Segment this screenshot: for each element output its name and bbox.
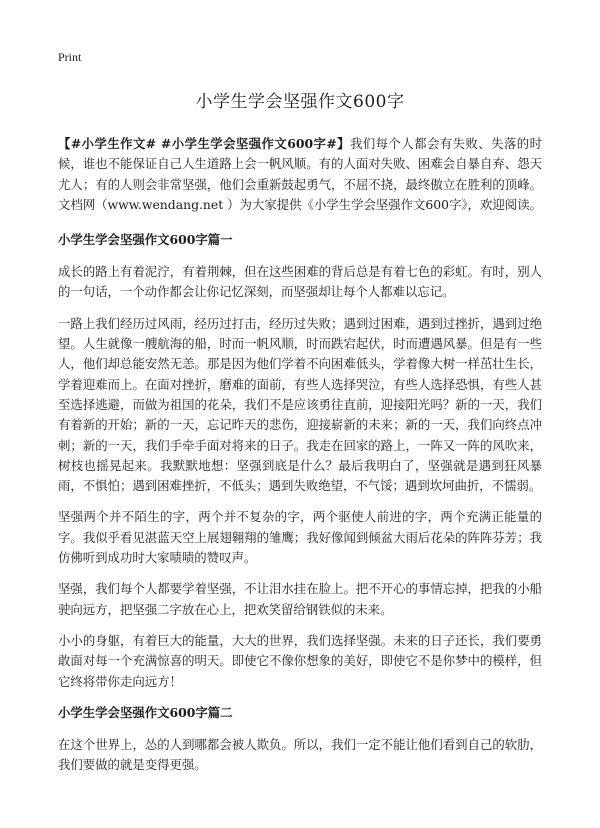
paragraph: 坚强，我们每个人都要学着坚强，不让泪水挂在脸上。把不开心的事情忘掉，把我的小船驶向远方，把坚强二字放在心上，把欢笑留给钢铁似的未来。 xyxy=(58,581,542,617)
page-title: 小学生学会坚强作文600字 xyxy=(195,92,405,112)
section-heading: 小学生学会坚强作文600字篇二 xyxy=(58,704,233,720)
intro-paragraph xyxy=(58,134,542,215)
intro-text: 我们每个人都会有失败、失落的时候，谁也不能保证自己人生道路上会一帆风顺。有的人面对失败、困难会自暴自弃、怨天尤人；有的人则会非常坚强，他们会重新鼓起勇气，不屈不挠，最终傲立在胜利的顶峰。文档网（www.wendang.net ）为大家提供《小学生学会坚强作文600字》，欢迎阅读。 xyxy=(58,136,542,212)
section-one xyxy=(58,230,542,692)
section-two xyxy=(58,703,542,776)
paragraph: 在这个世界上，怂的人到哪都会被人欺负。所以，我们一定不能让他们看到自己的软肋，我们要做的就是变得更强。 xyxy=(58,736,542,773)
paragraph: 坚强两个并不陌生的字，两个并不复杂的字，两个驱使人前进的字，两个充满正能量的字。我似乎看见湛蓝天空上展翅翱翔的雏鹰；我好像闻到倾盆大雨后花朵的阵阵芬芳；我仿佛听到成功时大家啧啧的赞叹声。 xyxy=(58,509,542,566)
paragraph: 一路上我们经历过风雨，经历过打击，经历过失败；遇到过困难，遇到过挫折，遇到过绝望。人生就像一艘航海的船，时而一帆风顺，时而跌宕起伏，时而遭遇风暴。但是有一些人，他们却总能安然无恙。那是因为他们学着不向困难低头，学着像大树一样茁壮生长，学着迎难而上。在面对挫折，磨难的面前，有些人选择哭泣，有些人选择恐惧，有些人甚至选择逃避，而做为祖国的花朵，我们不是应该勇往直前，迎接阳光吗？新的一天，我们有着新的开始；新的一天，忘记昨天的悲伤，迎接崭新的未来；新的一天，我们向终点冲刺；新的一天，我们手牵手面对将来的日子。我走在回家的路上，一阵又一阵的风吹来，树枝也摇晃起来。我默默地想：坚强到底是什么？最后我明白了，坚强就是遇到狂风暴雨，不惧怕；遇到困难挫折，不低头；遇到失败绝望，不气馁；遇到坎坷曲折，不懦弱。 xyxy=(58,315,542,494)
print-link[interactable]: Print xyxy=(58,50,82,64)
section-heading: 小学生学会坚强作文600字篇一 xyxy=(58,232,233,248)
paragraph: 成长的路上有着泥泞，有着荆棘，但在这些困难的背后总是有着七色的彩虹。有时，别人的一句话，一个动作都会让你记忆深刻，而坚强却让每个人都难以忘记。 xyxy=(58,264,542,300)
paragraph: 小小的身躯，有着巨大的能量，大大的世界，我们选择坚强。未来的日子还长，我们要勇敢面对每一个充满惊喜的明天。即使它不像你想象的美好，即使它不是你梦中的模样，但它终将带你走向远方！ xyxy=(58,632,542,689)
intro-tags: 【#小学生作文# #小学生学会坚强作文600字#】 xyxy=(58,136,350,151)
